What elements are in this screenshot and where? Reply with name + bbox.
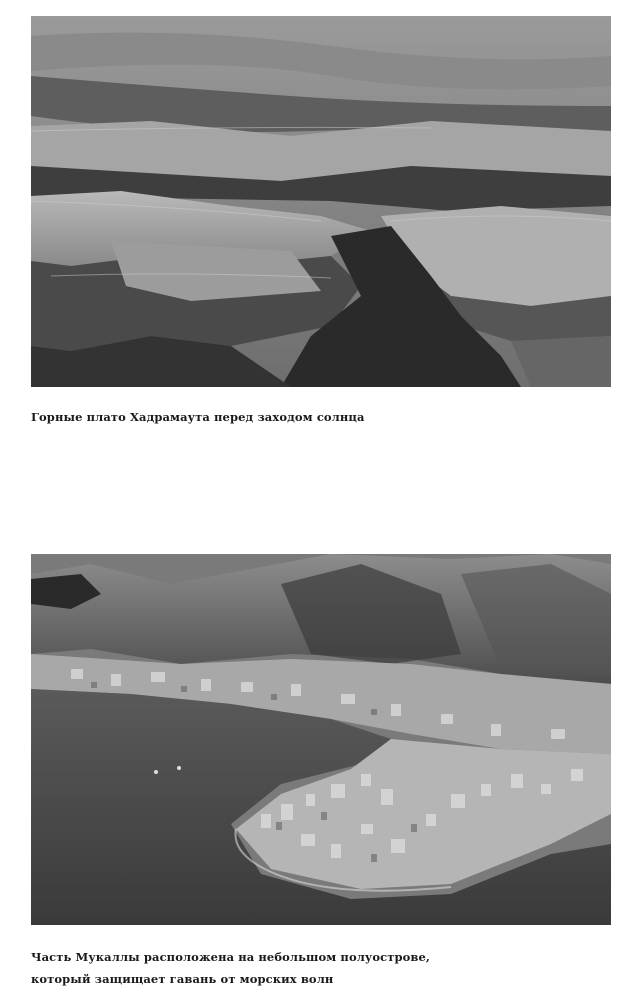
caption-figure-2 [31, 946, 611, 990]
photo-hadramaut-plateaus [31, 16, 611, 387]
caption-line: который защищает гавань от морских волн [31, 972, 334, 986]
caption-figure-1 [31, 406, 611, 428]
caption-line: Горные плато Хадрамаута перед заходом солнца [31, 410, 365, 424]
photo-mukalla-peninsula [31, 554, 611, 925]
caption-line: Часть Мукаллы расположена на небольшом полуострове, [31, 950, 431, 964]
